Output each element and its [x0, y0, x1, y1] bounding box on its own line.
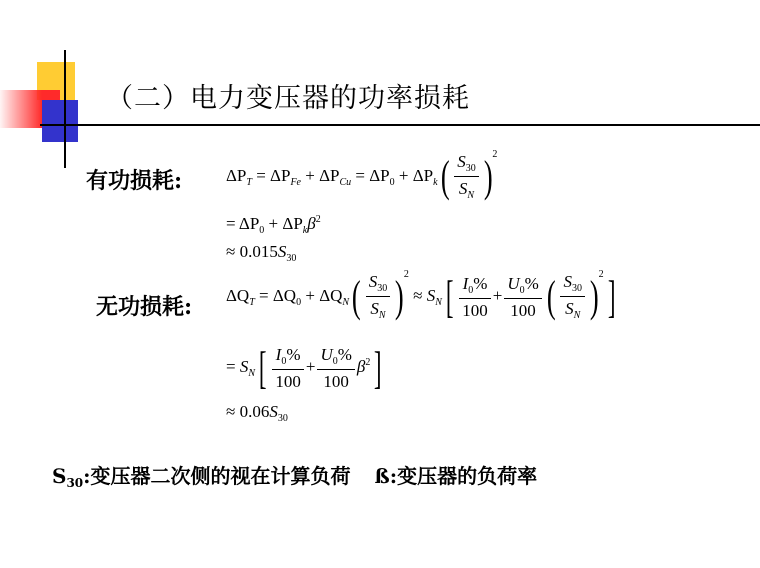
reactive-formula-line-2: = $S_N$[ $\frac{I_0\%}{100}$ + $\frac{U_0\%}{100}$ $\beta^2$] [226, 342, 382, 393]
title-underline [40, 124, 760, 126]
active-formula-line-2: = $\Delta P_0 + \Delta P_k\beta^2$ [226, 214, 321, 236]
active-loss-label: 有功损耗: [86, 168, 183, 194]
reactive-formula-line-1: $\Delta Q_T = \Delta Q_0 + \Delta Q_N$( $\frac{S_{30}}{S_N}$ )$2 \approx S_N$[ $\frac{I_0\%}{100}$ + $\frac{U_0\%}{100}$ ( $\frac{S_{30}}{S_N}$ )2] [226, 269, 616, 323]
decor-vertical-line [64, 50, 66, 168]
active-formula-line-3: ≈ $0.015S_{30}$ [226, 242, 297, 264]
s30-symbol: S [52, 464, 67, 488]
reactive-loss-label: 无功损耗: [96, 294, 193, 320]
reactive-formula-line-3: ≈ $0.06S_{30}$ [226, 402, 288, 424]
slide-title: （二）电力变压器的功率损耗 [106, 83, 470, 114]
definitions-footer: $S_{30}$:变压器二次侧的视在计算负荷 ß:变压器的负荷率 [52, 464, 538, 490]
beta-symbol: ß [374, 464, 390, 488]
active-formula-line-1: $\Delta P_T = \Delta P_{Fe} + \Delta P_{Cu} = \Delta P_0 + \Delta P_k$( $\frac{S_{30}}{S_N}$ )2 [226, 149, 498, 202]
s30-description: :变压器二次侧的视在计算负荷 [83, 464, 351, 488]
active-ratio-fraction: $\frac{S_{30}}{S_N}$ [454, 153, 479, 201]
decor-blue-square [42, 100, 78, 142]
beta-description: :变压器的负荷率 [389, 464, 538, 488]
